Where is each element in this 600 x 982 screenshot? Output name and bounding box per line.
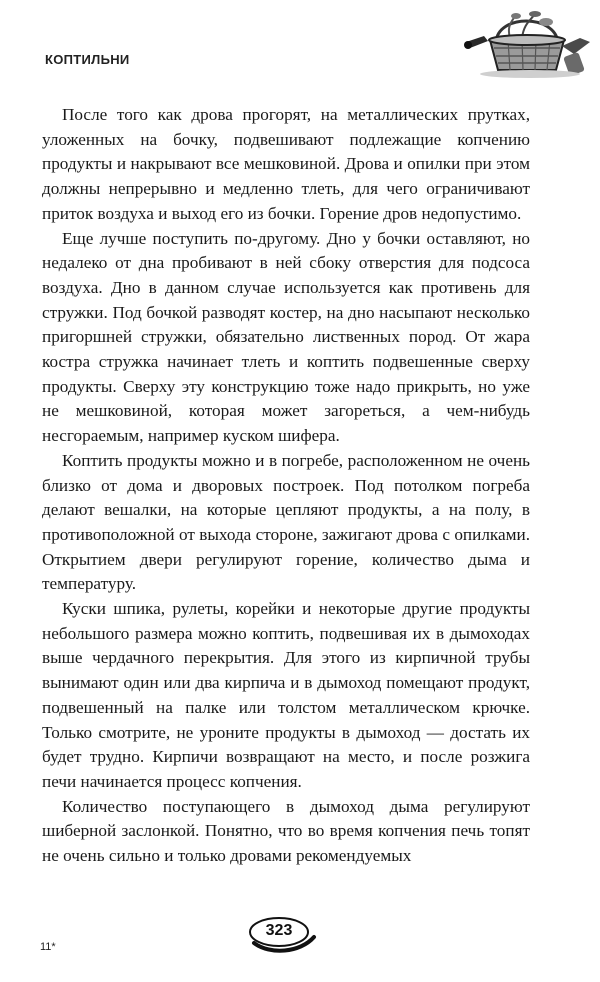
page-number-label: 323 <box>265 922 293 939</box>
running-head: КОПТИЛЬНИ <box>45 52 130 67</box>
paragraph: Куски шпика, рулеты, корейки и некоторые другие продукты небольшого размера можно коптить, подвешивая их в дымоходах выше чердачного перекрытия. Для этого из кирпичной трубы вынимают один или два кирпича и в дымоход помещают продукт, подвешенный на палке или толстом металлическом крючке. Только смотрите, не уроните продукты в дымоход — достать их будет трудно. Кирпичи возвращают на место, и после розжига печи начинается процесс копчения. <box>42 599 530 791</box>
garden-basket-tools-icon <box>462 8 594 80</box>
paragraph: После того как дрова прогорят, на металлических прутках, уложенных на бочку, подвешивают подлежащие копчению продукты и накрывают все мешковиной. Дрова и опилки при этом должны непрерывно и медленно тлеть, для чего ограничивают приток воздуха и выход его из бочки. Горение дров недопустимо. <box>42 105 530 223</box>
paragraph: Количество поступающего в дымоход дыма регулируют шиберной заслонкой. Понятно, что во время копчения печь топят не очень сильно и только дровами рекомендуемых <box>42 796 530 866</box>
page-number <box>246 913 318 953</box>
body-text <box>42 103 530 869</box>
paragraph: Еще лучше поступить по-другому. Дно у бочки оставляют, но недалеко от дна пробивают в ней сбоку отверстия для подсоса воздуха. Дно в данном случае используется как противень для стружки. Под бочкой разводят костер, на дно насыпают несколько пригоршней стружки, обязательно лиственных пород. От жара костра стружка начинает тлеть и коптить подвешенные сверху продукты. Сверху эту конструкцию тоже надо прикрыть, но уже не мешковиной, которая может загореться, а чем-нибудь несгораемым, например куском шифера. <box>42 228 530 446</box>
signature-mark: 11* <box>40 941 56 953</box>
paragraph: Коптить продукты можно и в погребе, расположенном не очень близко от дома и дворовых построек. Под потолком погреба делают вешалки, на которые цепляют продукты, а на полу, в противоположной от выхода стороне, зажигают дрова с опилками. Открытием двери регулируют горение, количество дыма и температуру. <box>42 450 530 594</box>
